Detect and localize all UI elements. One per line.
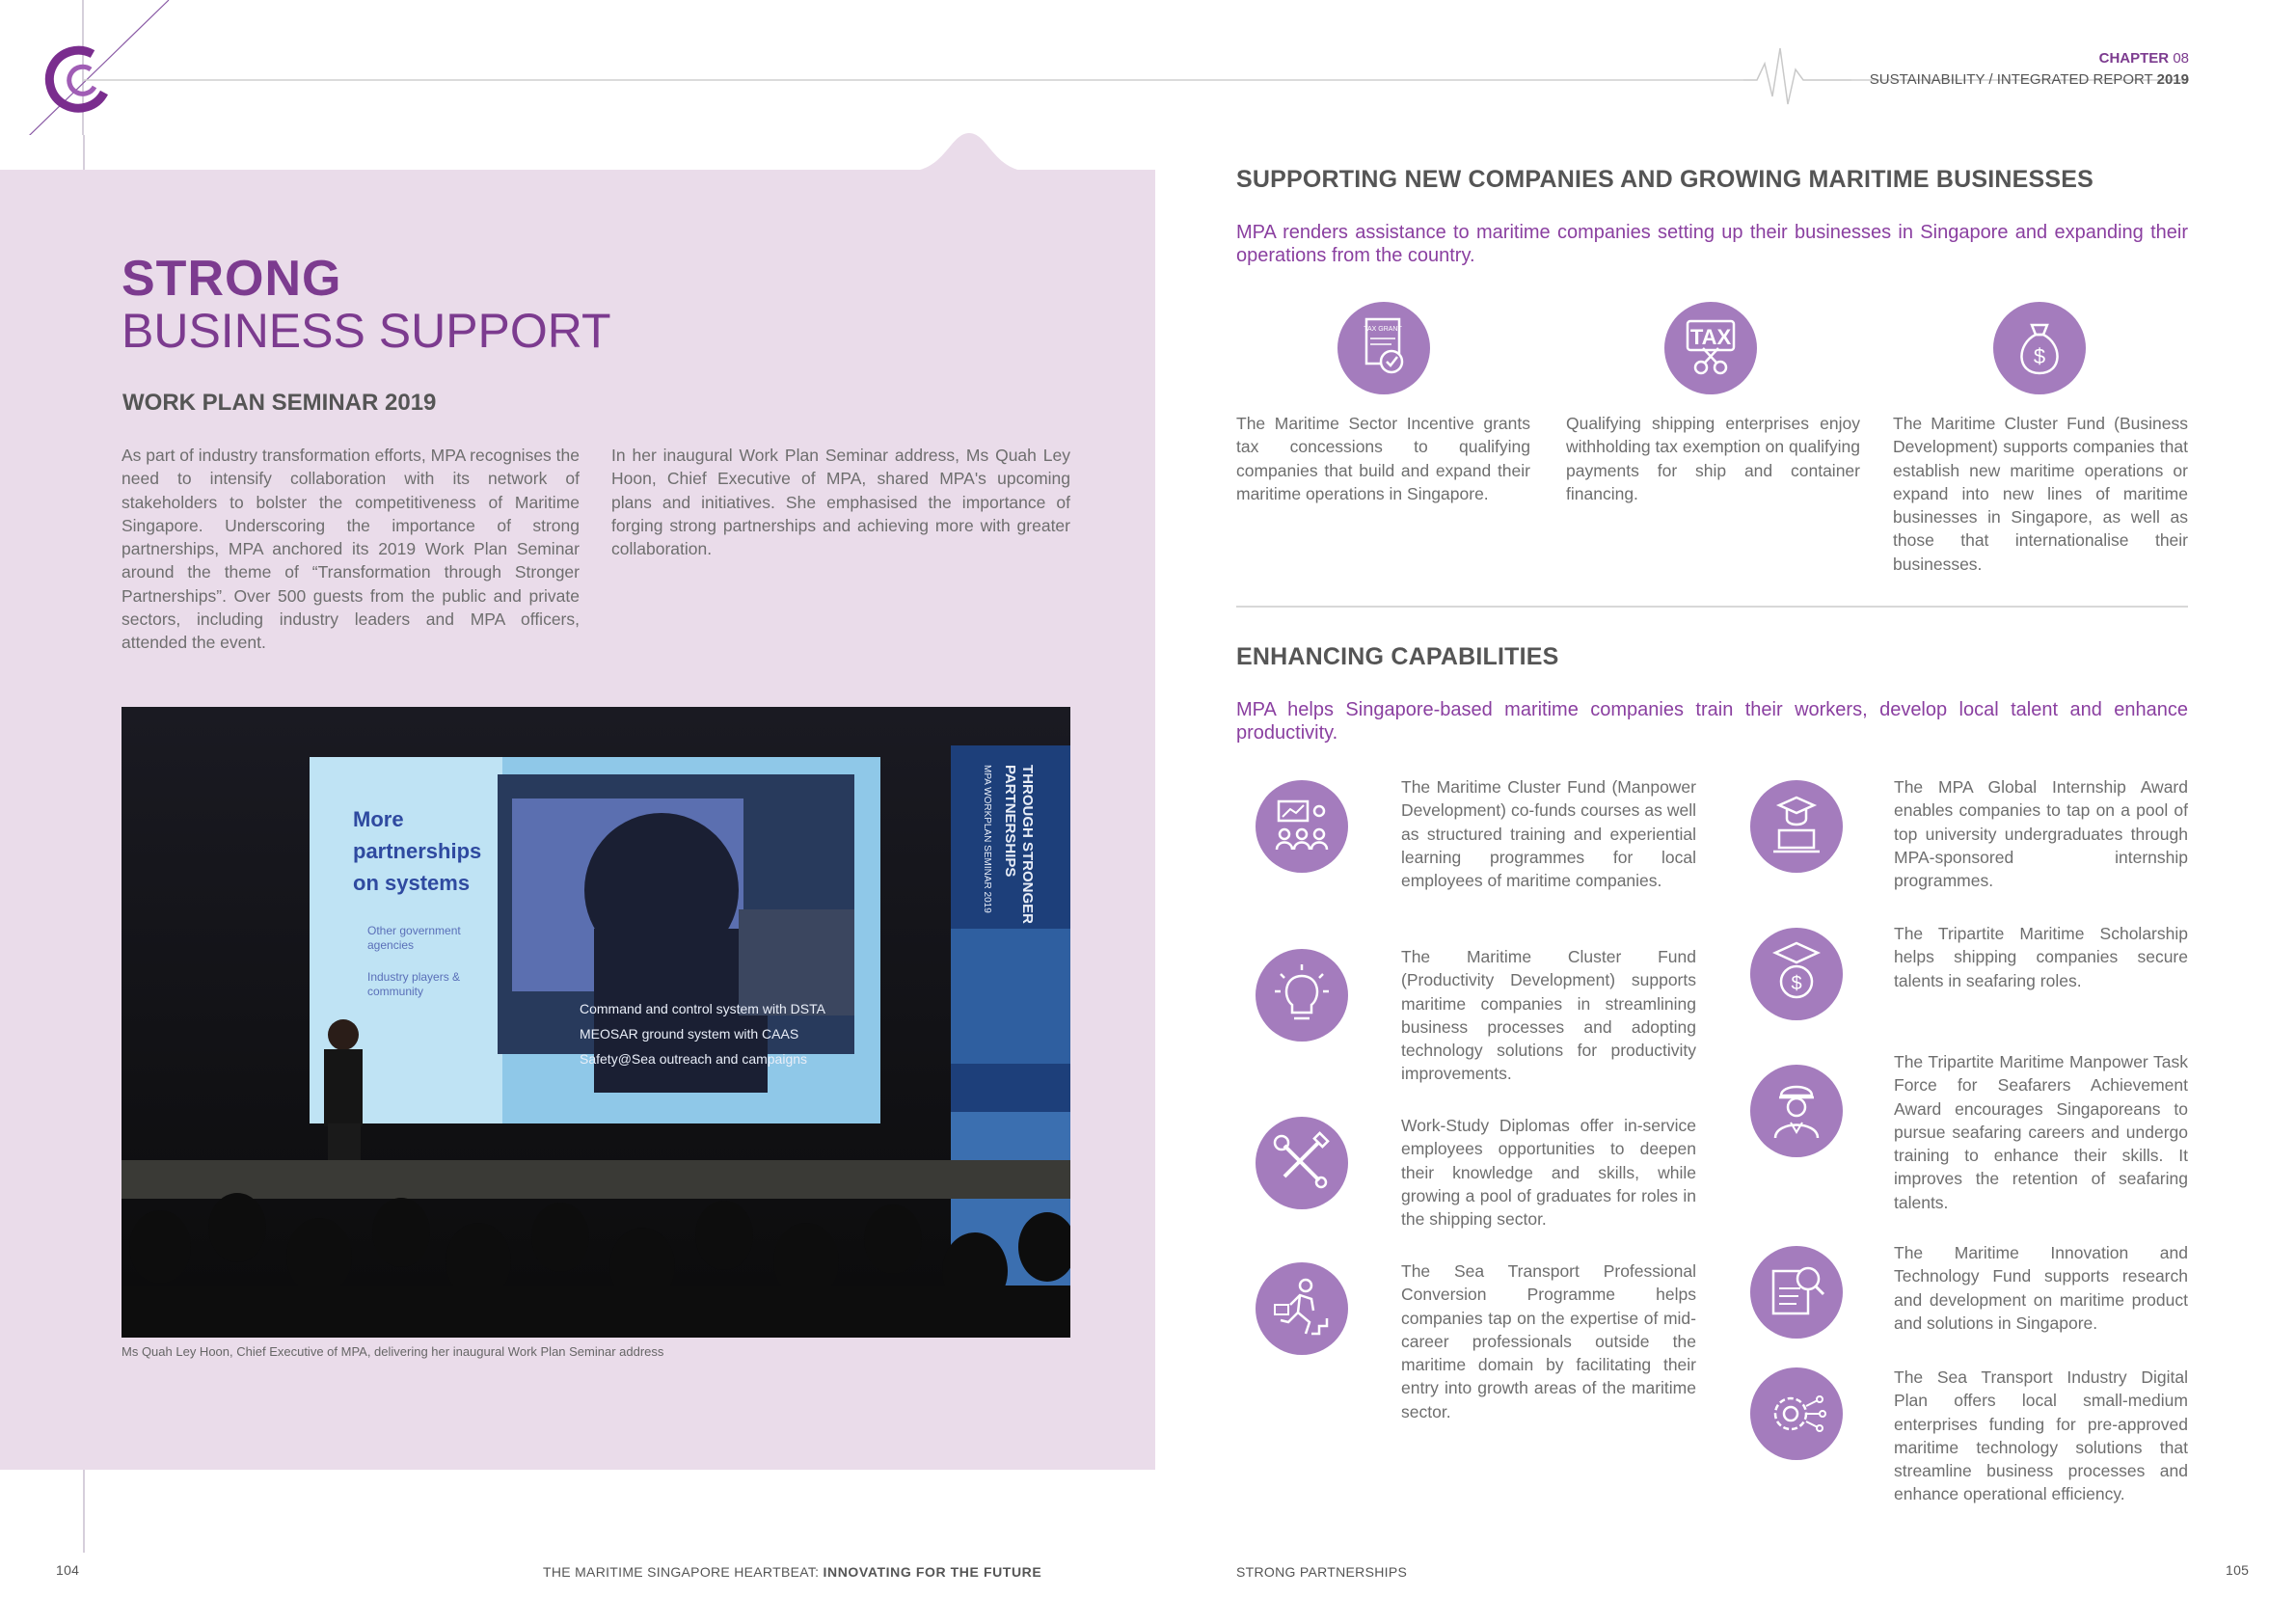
section2-heading: ENHANCING CAPABILITIES (1236, 643, 1559, 670)
graduate-laptop-icon (1750, 780, 1843, 873)
section1-heading: SUPPORTING NEW COMPANIES AND GROWING MARITIME BUSINESSES (1236, 166, 2094, 193)
captain-icon (1750, 1065, 1843, 1157)
lightbulb-icon (1256, 949, 1348, 1042)
section-divider (1236, 606, 2188, 608)
left-page-number: 104 (56, 1562, 80, 1578)
chapter-label: CHAPTER (2098, 50, 2170, 67)
section-subtitle: WORK PLAN SEMINAR 2019 (122, 390, 437, 416)
left-footer-prefix: THE MARITIME SINGAPORE HEARTBEAT: (543, 1564, 820, 1580)
tax-grant-icon (1337, 302, 1430, 394)
page-title (122, 253, 611, 357)
report-title: SUSTAINABILITY / INTEGRATED REPORT (1869, 71, 2153, 88)
banner-line-3: MPA WORKPLAN SEMINAR 2019 (982, 765, 992, 913)
right-footer-title: STRONG PARTNERSHIPS (1236, 1564, 1408, 1580)
slide-bullet-2: Industry players & community (367, 970, 461, 998)
left-footer-bold: INNOVATING FOR THE FUTURE (823, 1564, 1042, 1580)
svg-text:$: $ (2033, 344, 2046, 368)
report-year: 2019 (2156, 71, 2189, 88)
section1-item1-text: The Maritime Sector Incentive grants tax concessions to qualifying companies that build and expand their maritime operations in Singapore. (1236, 414, 1530, 503)
scholarship-icon (1750, 928, 1843, 1020)
section1-lead: MPA renders assistance to maritime companies setting up their businesses in Singapore and expanding their operations from the country. (1236, 222, 2188, 266)
section2-left-item4-text: The Sea Transport Professional Conversion Programme helps companies tap on the expertise of mid-career professionals outside the maritime domain by facilitating their entry into growth areas of the maritime sector. (1401, 1261, 1696, 1421)
section2-left-item3-text: Work-Study Diplomas offer in-service employees opportunities to deepen their knowledge and skills, while growing a pool of graduates for roles in the shipping sector. (1401, 1116, 1696, 1230)
chapter-logo-icon (44, 44, 118, 118)
banner-line-2: PARTNERSHIPS (1002, 765, 1018, 878)
section1-item2-text: Qualifying shipping enterprises enjoy withholding tax exemption on qualifying payments for ship and container financing. (1566, 414, 1860, 503)
slide-title-line1: More (353, 807, 404, 831)
section2-right-item2-text: The Tripartite Maritime Scholarship helps shipping companies secure talents in seafaring roles. (1894, 924, 2188, 990)
section2-left-item2-text: The Maritime Cluster Fund (Productivity Development) supports maritime companies in streamlining business processes and adopting technology solutions for productivity improvements. (1401, 947, 1696, 1084)
research-icon (1750, 1246, 1843, 1339)
section2-right-item4-text: The Maritime Innovation and Technology Fund supports research and development on maritime product and solutions in Singapore. (1894, 1243, 2188, 1333)
svg-text:$: $ (1791, 973, 1802, 994)
section2-right-item5-text: The Sea Transport Industry Digital Plan offers local small-medium enterprises funding for pre-approved maritime technology solutions that streamline business processes and enhance operational efficiency. (1894, 1367, 2188, 1504)
chapter-header (1870, 48, 2189, 91)
slide-title-line3: on systems (353, 871, 471, 895)
banner-text (978, 765, 1036, 924)
seminar-photo (122, 707, 1070, 1338)
slide-line-2: MEOSAR ground system with CAAS (580, 1026, 799, 1042)
tax-cut-label: TAX (1689, 325, 1732, 349)
career-runner-icon (1256, 1262, 1348, 1355)
intro-column-1: As part of industry transformation efforts, MPA recognises the need to intensify collaboration with its network of stakeholders to bolster the competitiveness of Maritime Singapore. Underscoring the importance of strong partnerships, MPA anchored its 2019 Work Plan Seminar around the theme of “Transformation through Stronger Partnerships”. Over 500 guests from the public and private sectors, including industry leaders and MPA officers, attended the event. (122, 446, 580, 653)
slide-line-1: Command and control system with DSTA (580, 1001, 825, 1016)
section2-right-item1-text: The MPA Global Internship Award enables companies to tap on a pool of top university undergraduates through MPA-sponsored internship programmes. (1894, 777, 2188, 891)
slide-line-3: Safety@Sea outreach and campaigns (580, 1051, 808, 1067)
section2-lead: MPA helps Singapore-based maritime companies train their workers, develop local talent and enhance productivity. (1236, 699, 2188, 744)
right-page-number: 105 (2226, 1562, 2250, 1578)
chapter-number: 08 (2173, 50, 2189, 67)
digital-gear-icon (1750, 1367, 1843, 1460)
photo-caption: Ms Quah Ley Hoon, Chief Executive of MPA, delivering her inaugural Work Plan Seminar address (122, 1344, 664, 1359)
section2-left-item1-text: The Maritime Cluster Fund (Manpower Development) co-funds courses as well as structured training and experiential learning programmes for local employees of maritime companies. (1401, 777, 1696, 891)
intro-column-2: In her inaugural Work Plan Seminar address, Ms Quah Ley Hoon, Chief Executive of MPA, shared MPA's upcoming plans and initiatives. She emphasised the importance of forging strong partnerships and achieving more with greater collaboration. (611, 446, 1070, 559)
training-class-icon (1256, 780, 1348, 873)
slide-title (353, 803, 481, 899)
tools-icon (1256, 1117, 1348, 1209)
banner-line-1: THROUGH STRONGER (1019, 765, 1036, 924)
panel-tab-bump (906, 125, 1032, 172)
slide-title-line2: partnerships (353, 839, 482, 863)
page-title-line2: BUSINESS SUPPORT (122, 304, 611, 358)
money-bag-icon (1993, 302, 2086, 394)
page-title-line1: STRONG (122, 251, 342, 307)
left-footer-title (543, 1564, 1041, 1580)
tax-grant-label: TAX GRANT (1364, 326, 1402, 333)
section2-right-item3-text: The Tripartite Maritime Manpower Task Force for Seafarers Achievement Award encourages Singaporeans to pursue seafaring careers and undergo training to enhance their skills. It improves the retention of seafaring talents. (1894, 1052, 2188, 1212)
section1-item3-text: The Maritime Cluster Fund (Business Development) supports companies that establish new maritime operations or expand into new lines of maritime businesses in Singapore, as well as those that internationalise their businesses. (1893, 414, 2188, 574)
tax-cut-icon (1664, 302, 1757, 394)
slide-text-block (580, 996, 825, 1071)
slide-bullet-1: Other government agencies (367, 924, 461, 952)
